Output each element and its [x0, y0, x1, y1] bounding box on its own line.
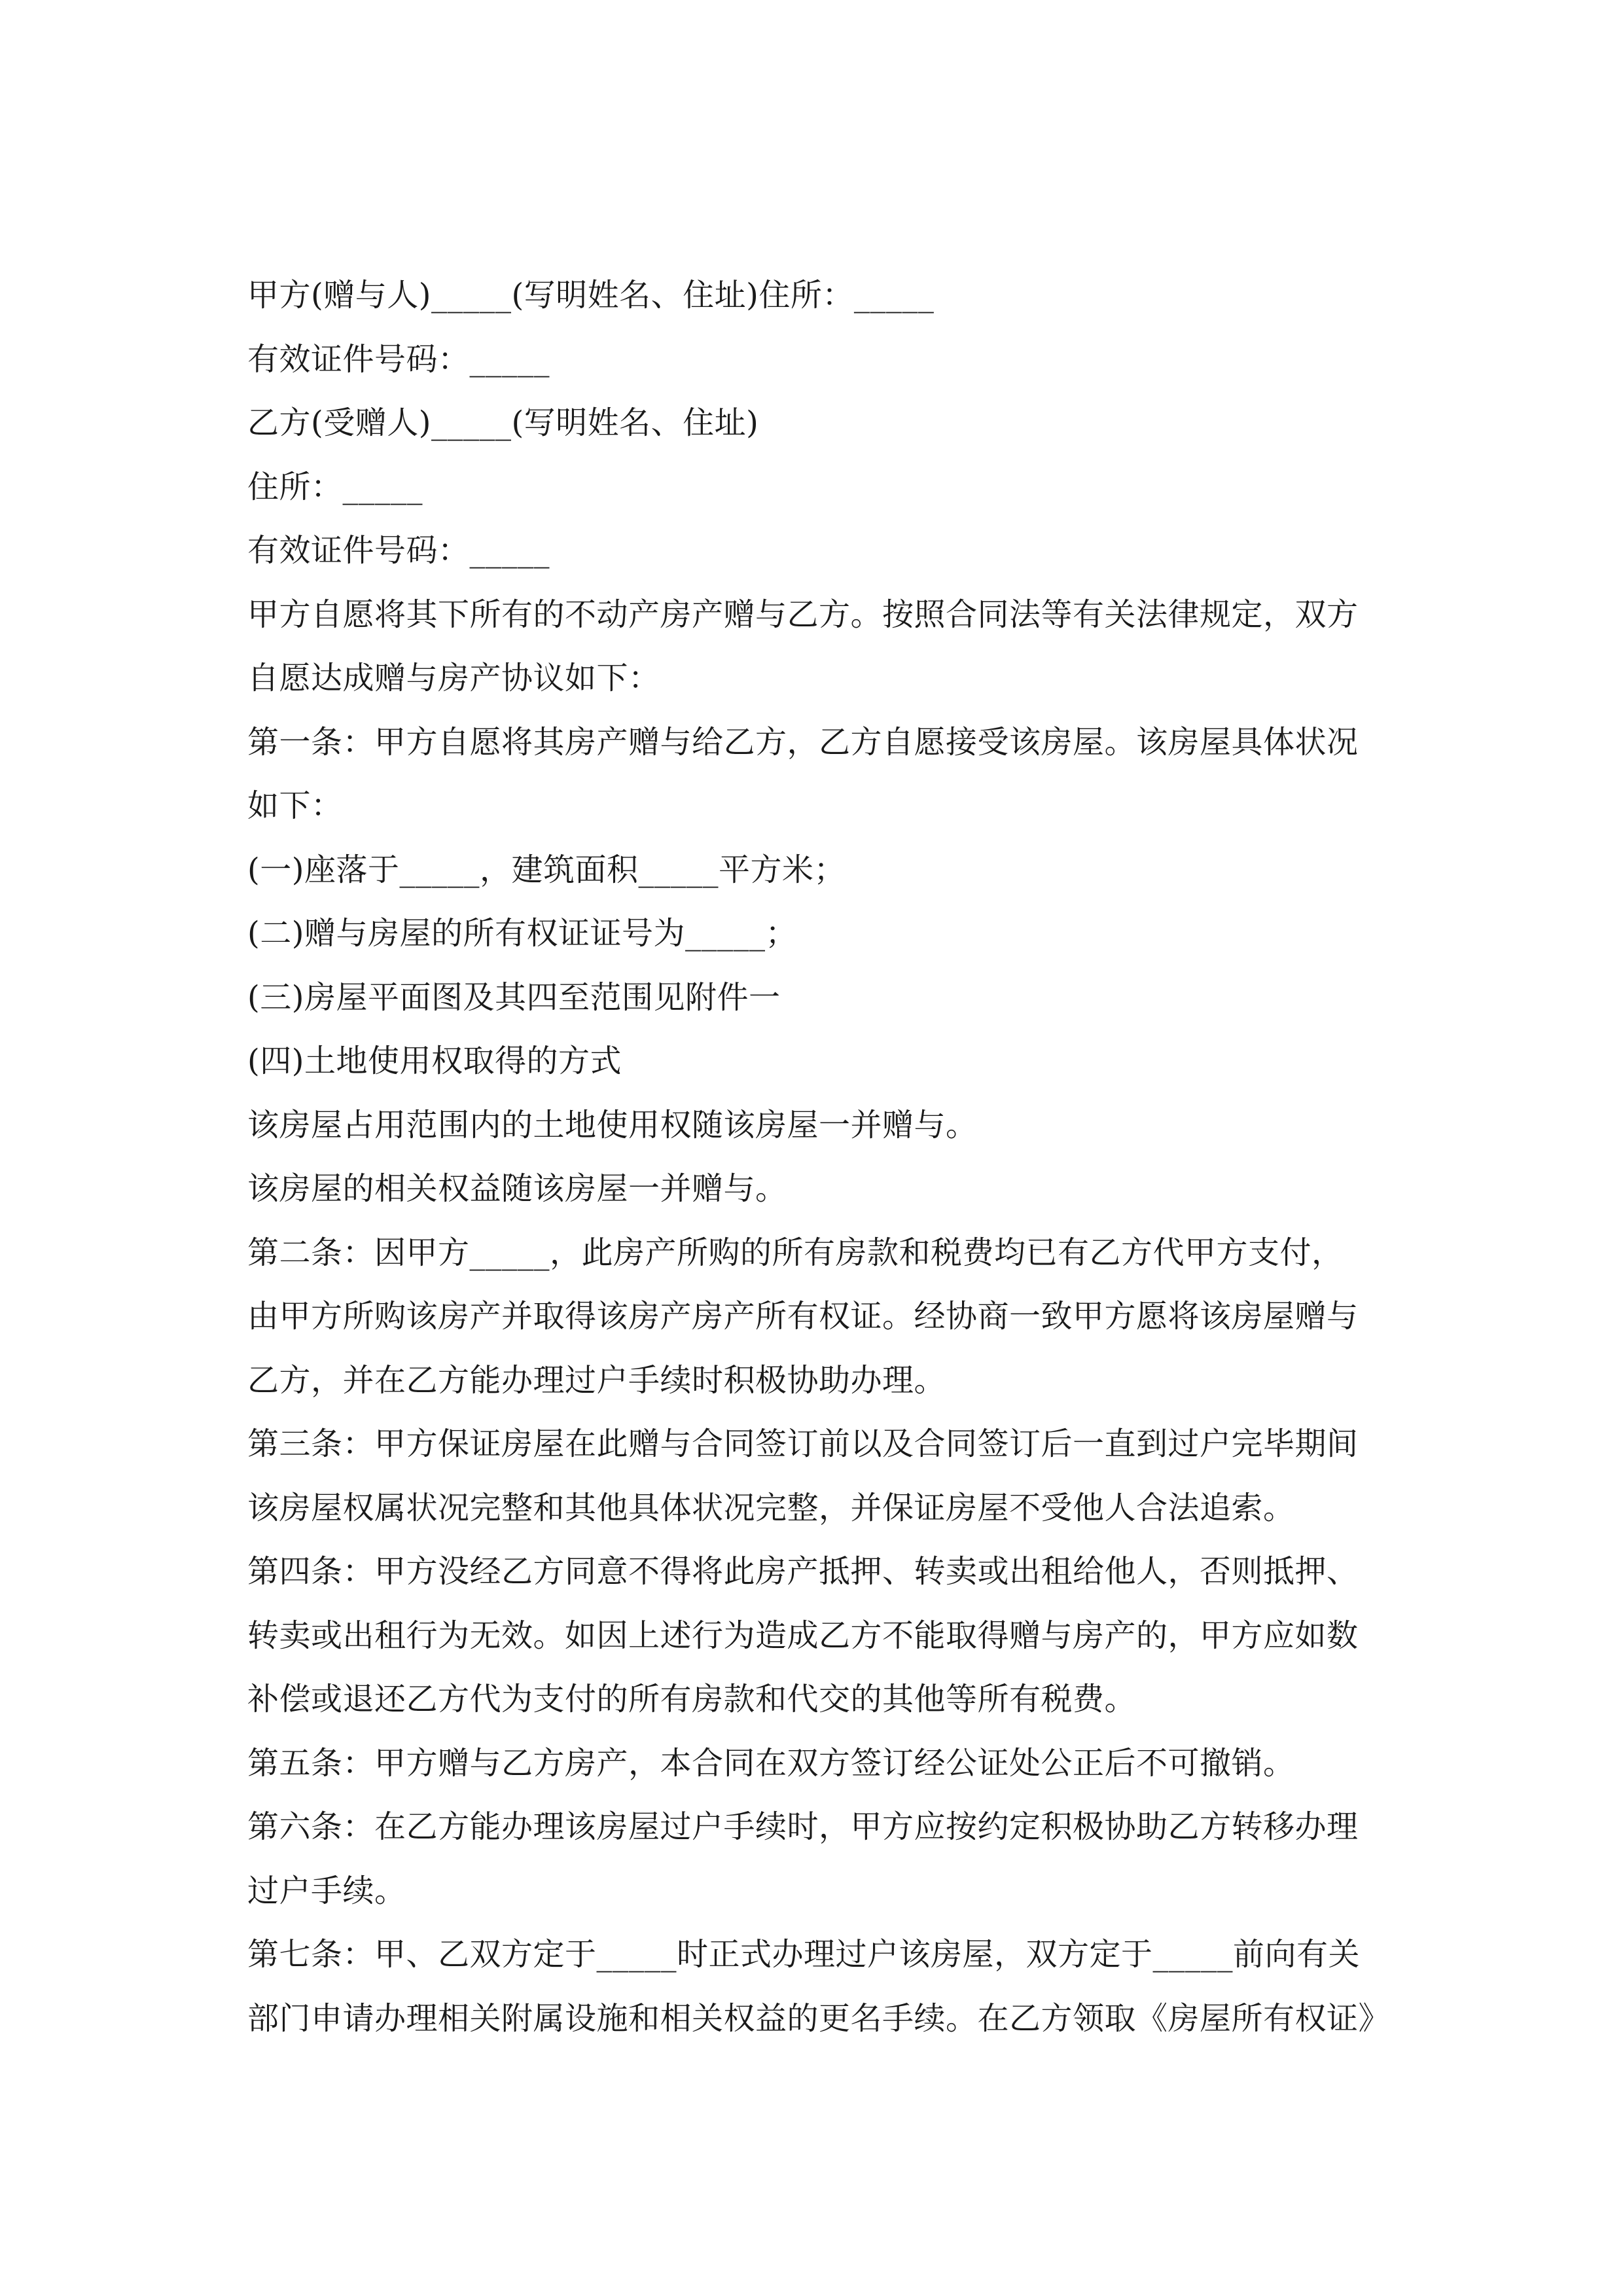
party-b-address-line: 住所：_____: [247, 468, 423, 505]
party-a-line: 甲方(赠与人)_____(写明姓名、住址)住所：_____: [247, 277, 935, 314]
article-4-line: 第四条：甲方没经乙方同意不得将此房产抵押、转卖或出租给他人，否则抵押、: [247, 1553, 1359, 1590]
preamble-line: 甲方自愿将其下所有的不动产房产赠与乙方。按照合同法等有关法律规定，双方: [247, 596, 1359, 633]
article-7-line: 部门申请办理相关附属设施和相关权益的更名手续。在乙方领取《房屋所有权证》: [247, 2000, 1391, 2037]
document-body: [247, 264, 1391, 2051]
article-3-line: 第三条：甲方保证房屋在此赠与合同签订前以及合同签订后一直到过户完毕期间: [247, 1426, 1359, 1462]
land-use-line: 该房屋占用范围内的土地使用权随该房屋一并赠与。: [247, 1106, 978, 1143]
article-4-line: 补偿或退还乙方代为支付的所有房款和代交的其他等所有税费。: [247, 1681, 1137, 1717]
article-6-line: 过户手续。: [247, 1872, 406, 1909]
article-2-line: 乙方，并在乙方能办理过户手续时积极协助办理。: [247, 1361, 946, 1399]
party-b-id-line: 有效证件号码：_____: [247, 532, 550, 569]
article-2-line: 由甲方所购该房产并取得该房产房产所有权证。经协商一致甲方愿将该房屋赠与: [247, 1298, 1359, 1335]
article-5-line: 第五条：甲方赠与乙方房产，本合同在双方签订经公证处公正后不可撤销。: [247, 1744, 1295, 1782]
rights-line: 该房屋的相关权益随该房屋一并赠与。: [247, 1170, 787, 1207]
article-1-item-2: (二)赠与房屋的所有权证证号为_____；: [247, 915, 797, 952]
preamble-line: 自愿达成赠与房产协议如下：: [247, 660, 660, 696]
article-1-item-4: (四)土地使用权取得的方式: [247, 1043, 622, 1079]
party-b-line: 乙方(受赠人)_____(写明姓名、住址): [247, 404, 759, 441]
article-4-line: 转卖或出租行为无效。如因上述行为造成乙方不能取得赠与房产的，甲方应如数: [247, 1617, 1359, 1654]
article-1-item-3: (三)房屋平面图及其四至范围见附件一: [247, 978, 781, 1016]
party-a-id-line: 有效证件号码：_____: [247, 340, 550, 378]
article-3-line: 该房屋权属状况完整和其他具体状况完整，并保证房屋不受他人合法追索。: [247, 1489, 1295, 1526]
article-6-line: 第六条：在乙方能办理该房屋过户手续时，甲方应按约定积极协助乙方转移办理: [247, 1808, 1359, 1845]
article-2-line: 第二条：因甲方_____，此房产所购的所有房款和税费均已有乙方代甲方支付，: [247, 1234, 1344, 1271]
article-1-line: 如下：: [247, 787, 343, 824]
article-1-item-1: (一)座落于_____，建筑面积_____平方米；: [247, 851, 846, 888]
article-1-line: 第一条：甲方自愿将其房产赠与给乙方，乙方自愿接受该房屋。该房屋具体状况: [247, 723, 1359, 761]
article-7-line: 第七条：甲、乙双方定于_____时正式办理过户该房屋，双方定于_____前向有关: [247, 1936, 1361, 1973]
